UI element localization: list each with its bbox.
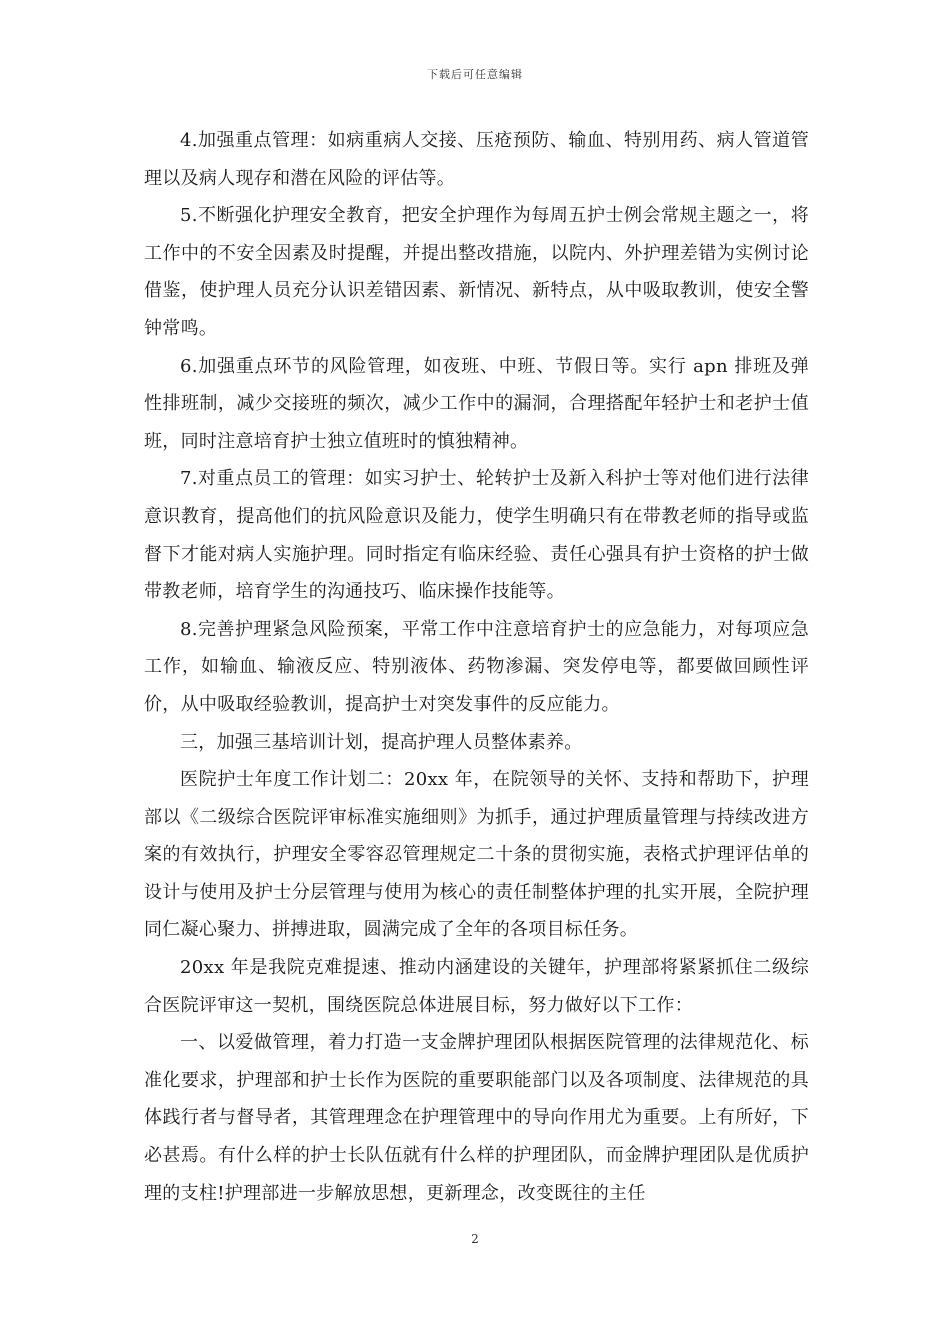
paragraph-year-goal: 20xx 年是我院克难提速、推动内涵建设的关键年，护理部将紧紧抓住二级综合医院评审这一契机，围绕医院总体进展目标，努力做好以下工作： [144, 957, 809, 1016]
document-body [144, 122, 809, 1212]
paragraph-section-3: 三，加强三基培训计划，提高护理人员整体素养。 [180, 731, 583, 753]
page-header: 下载后可任意编辑 [427, 68, 523, 81]
paragraph-item-5: 5.不断强化护理安全教育，把安全护理作为每周五护士例会常规主题之一，将工作中的不安全因素及时提醒，并提出整改措施，以院内、外护理差错为实例讨论借鉴，使护理人员充分认识差错因素、新情况、新特点，从中吸取教训，使安全警钟常鸣。 [144, 205, 809, 339]
paragraph-section-1: 一、以爱做管理，着力打造一支金牌护理团队根据医院管理的法律规范化、标准化要求，护理部和护士长作为医院的重要职能部门以及各项制度、法律规范的具体践行者与督导者，其管理理念在护理管理中的导向作用尤为重要。上有所好，下必甚焉。有什么样的护士长队伍就有什么样的护理团队，而金牌护理团队是优质护理的支柱!护理部进一步解放思想，更新理念，改变既往的主任 [144, 1032, 809, 1204]
paragraph-item-7: 7.对重点员工的管理：如实习护士、轮转护士及新入科护士等对他们进行法律意识教育，提高他们的抗风险意识及能力，使学生明确只有在带教老师的指导或监督下才能对病人实施护理。同时指定有临床经验、责任心强具有护士资格的护士做带教老师，培育学生的沟通技巧、临床操作技能等。 [144, 468, 809, 603]
paragraph-item-6: 6.加强重点环节的风险管理，如夜班、中班、节假日等。实行 apn 排班及弹性排班制，减少交接班的频次，减少工作中的漏洞，合理搭配年轻护士和老护士值班，同时注意培育护士独立值班时的慎独精神。 [144, 355, 809, 452]
page-number: 2 [471, 1232, 479, 1246]
paragraph-item-4: 4.加强重点管理：如病重病人交接、压疮预防、输血、特别用药、病人管道管理以及病人现存和潜在风险的评估等。 [144, 130, 809, 189]
paragraph-plan-two: 医院护士年度工作计划二：20xx 年，在院领导的关怀、支持和帮助下，护理部以《二级综合医院评审标准实施细则》为抓手，通过护理质量管理与持续改进方案的有效执行，护理安全零容忍管理规定二十条的贯彻实施，表格式护理评估单的设计与使用及护士分层管理与使用为核心的责任制整体护理的扎实开展，全院护理同仁凝心聚力、拼搏进取，圆满完成了全年的各项目标任务。 [144, 769, 809, 941]
paragraph-item-8: 8.完善护理紧急风险预案，平常工作中注意培育护士的应急能力，对每项应急工作，如输血、输液反应、特别液体、药物渗漏、突发停电等，都要做回顾性评价，从中吸取经验教训，提高护士对突发事件的反应能力。 [144, 618, 809, 715]
